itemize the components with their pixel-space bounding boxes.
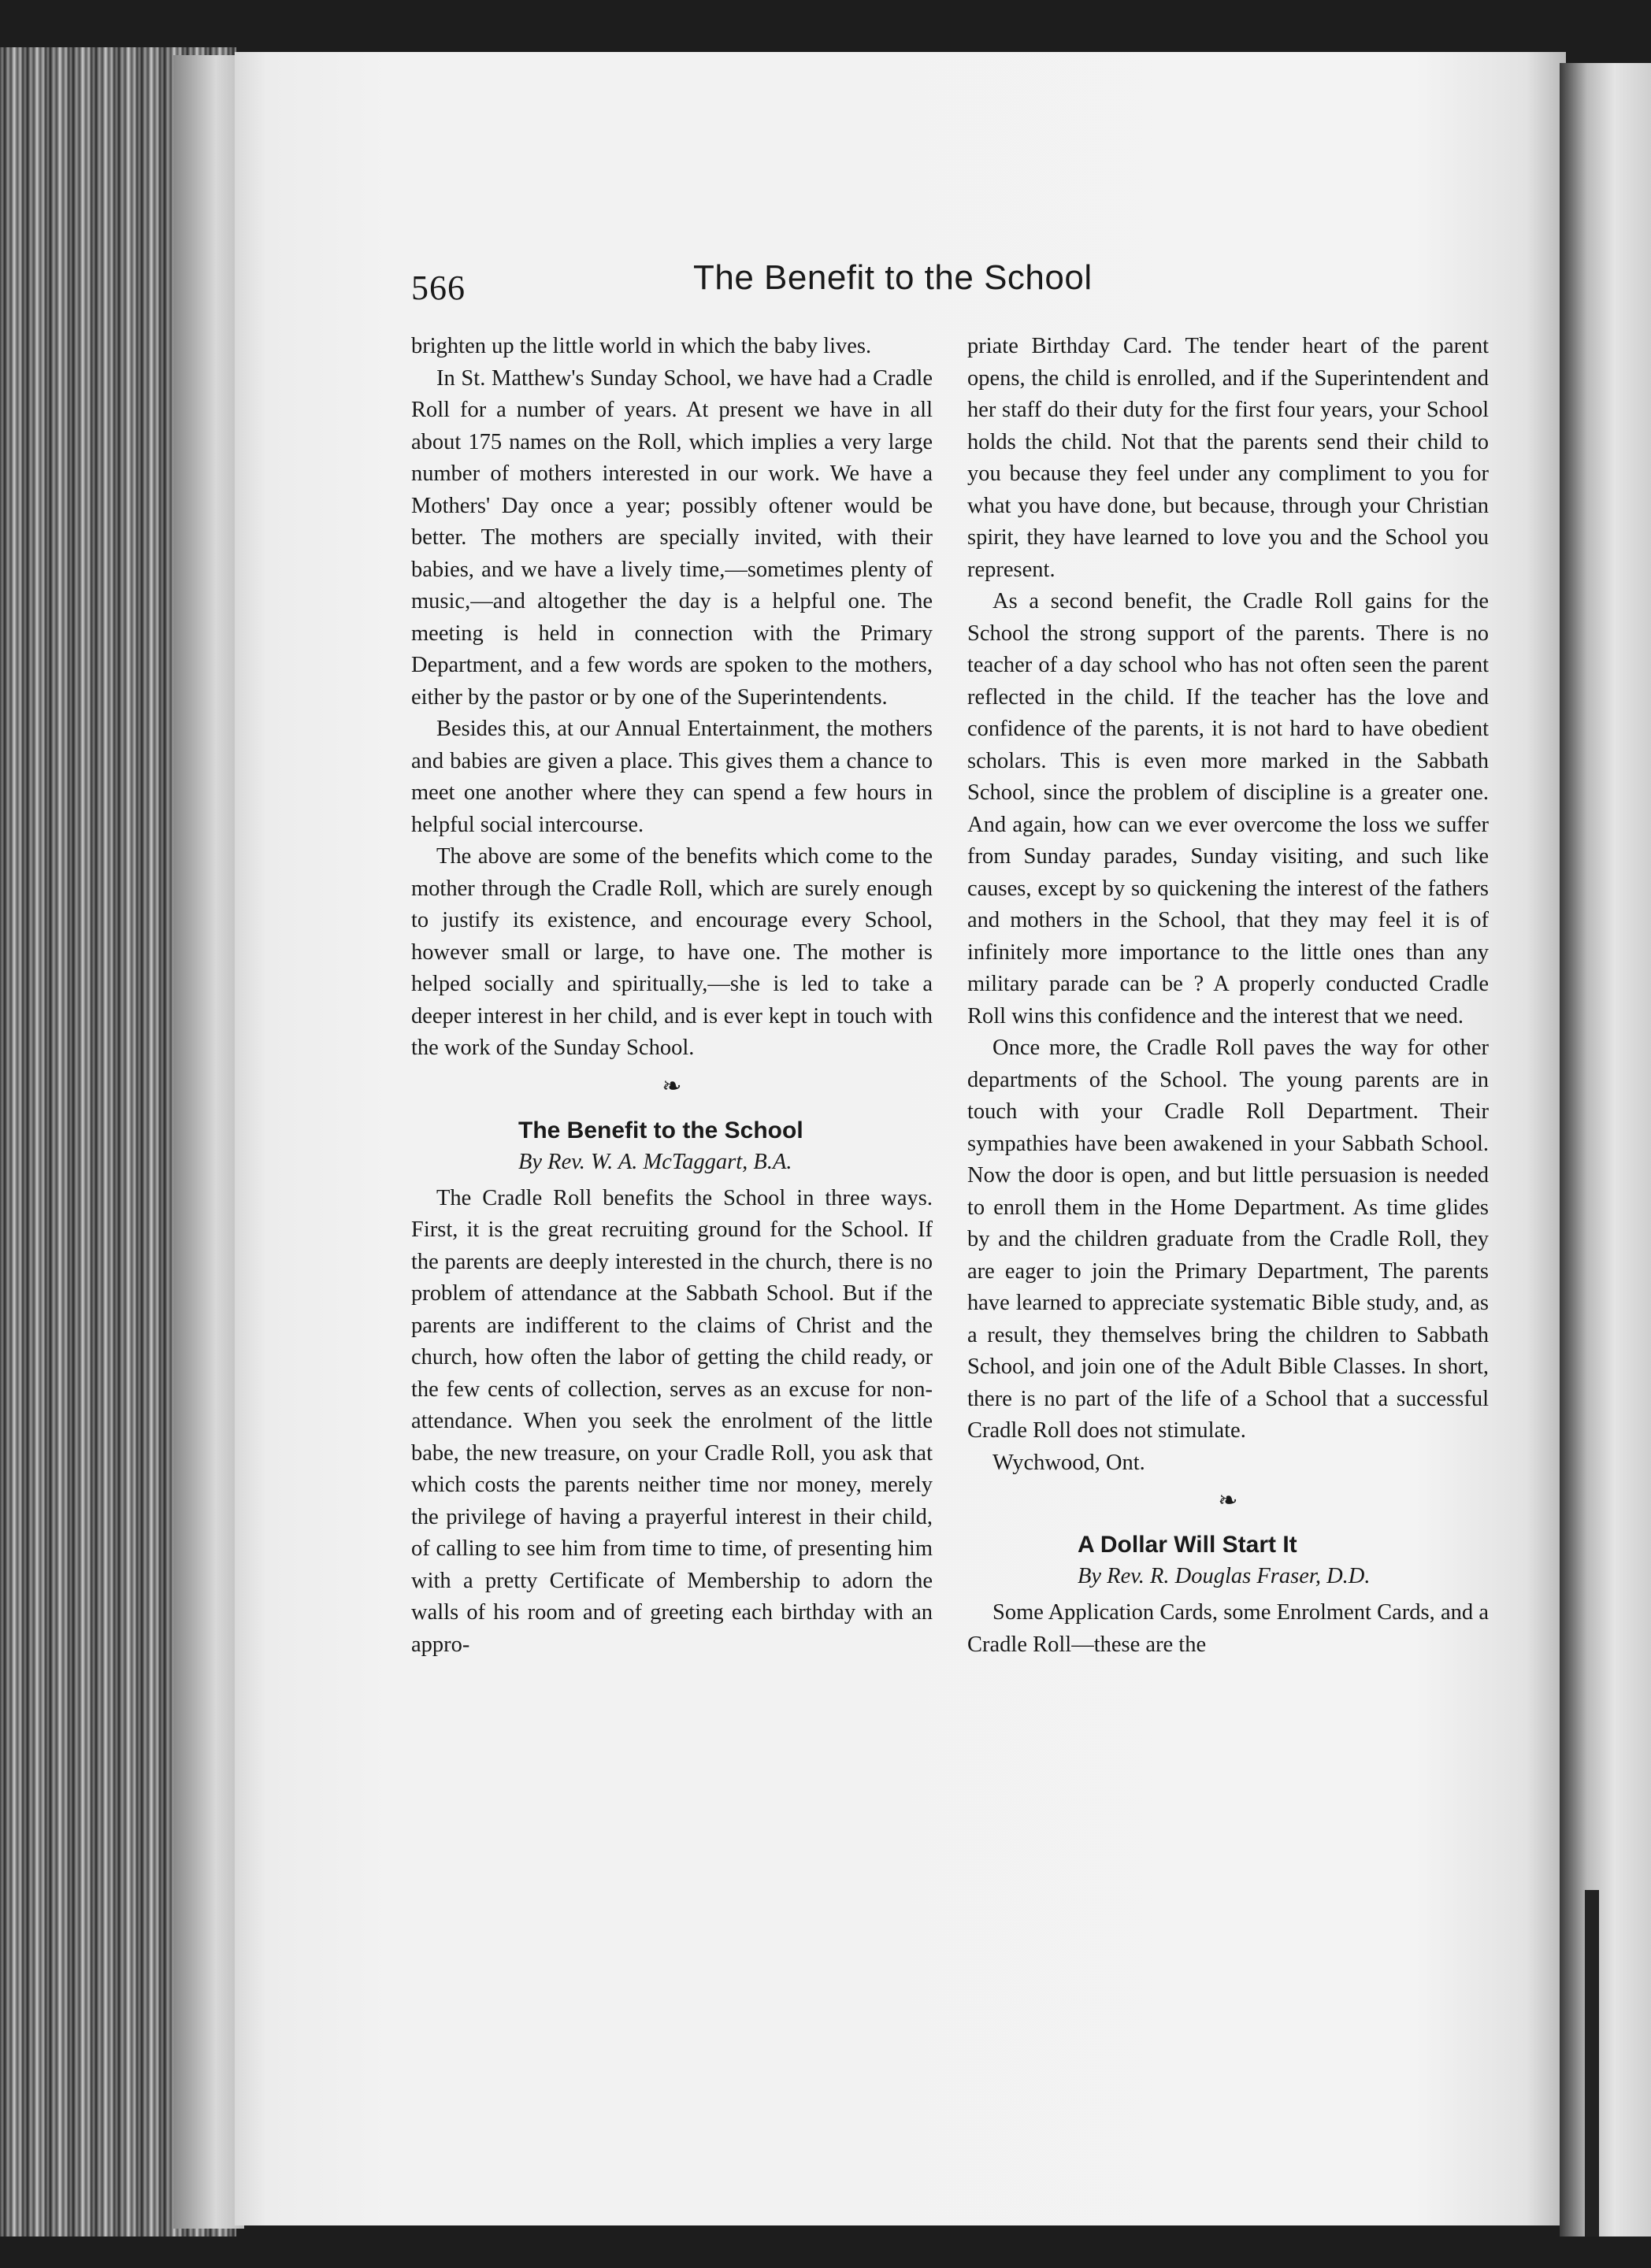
paragraph: Besides this, at our Annual Entertainment, the mothers and babies are given a place. This gives them a chance to meet one another where they can spend a few hours in helpful social intercourse. <box>411 717 933 837</box>
paragraph: In St. Matthew's Sunday School, we have had a Cradle Roll for a number of years. At present we have in all about 175 names on the Roll, which implies a very large number of mothers interested in our work. We have a Mothers' Day once a year; possibly oftener would be better. The mothers are specially invited, with their babies, and we have a lively time,—sometimes plenty of music,—and altogether the day is a helpful one. The meeting is held in connection with the Primary Department, and a few words are spoken to the mothers, either by the pastor or by one of the Superintendents. <box>411 365 933 710</box>
page-number: 566 <box>411 269 466 307</box>
paragraph: The Cradle Roll benefits the School in three ways. First, it is the great recruiting ground for the School. If the parents are deeply interested in the church, there is no problem of attendance at the Sabbath School. But if the parents are indifferent to the claims of Christ and the church, how often the labor of getting the child ready, or the few cents of collection, serves as an excuse for non-attendance. When you seek the enrolment of the little babe, the new treasure, on your Cradle Roll, you ask that which costs the parents neither time nor money, merely the privilege of having a prayerful interest in their child, of calling to see him from time to time, of presenting him with a pretty Certificate of Membership to adorn the walls of his room and of greeting each birthday with an appro- <box>411 1185 933 1657</box>
paragraph: Some Application Cards, some Enrolment Cards, and a Cradle Roll—these are the <box>967 1600 1489 1657</box>
byline: By Rev. R. Douglas Fraser, D.D. <box>1078 1564 1371 1588</box>
section-separator-ornament: ❧ <box>1218 1488 1238 1514</box>
running-head: The Benefit to the School <box>693 258 1093 297</box>
paragraph: The above are some of the benefits which come to the mother through the Cradle Roll, which are surely enough to justify its existence, and encourage every School, however small or large, to have one. The mother is helped socially and spiritually,—she is led to take a deeper interest in her child, and is ever kept in touch with the work of the Sunday School. <box>411 844 933 1060</box>
byline: By Rev. W. A. McTaggart, B.A. <box>518 1149 792 1174</box>
intro-paragraph: brighten up the little world in which the baby lives. <box>411 334 872 358</box>
left-column <box>411 331 933 1661</box>
paragraph: As a second benefit, the Cradle Roll gains for the School the strong support of the parents. There is no teacher of a day school who has not often seen the parent reflected in the child. If the teacher has the love and confidence of the parents, it is not hard to have obedient scholars. This is even more marked in the Sabbath School, since the problem of discipline is a greater one. And again, how can we ever overcome the loss we suffer from Sunday parades, Sunday visiting, and such like causes, except by so quickening the interest of the fathers and mothers in the School, that they may feel it is of infinitely more importance to the little ones than any military parade can be ? A properly conducted Cradle Roll wins this confidence and the interest that we need. <box>967 589 1489 1028</box>
right-column <box>967 331 1489 1661</box>
signoff: Wychwood, Ont. <box>992 1450 1145 1475</box>
section-title: A Dollar Will Start It <box>1078 1532 1297 1558</box>
section-separator-ornament: ❧ <box>662 1073 682 1099</box>
paragraph: Once more, the Cradle Roll paves the way for other departments of the School. The young parents are in touch with your Cradle Roll Department. Their sympathies have been awakened in your Sabbath School. Now the door is open, and but little persuasion is needed to enroll them in the Home Department. As time glides by and the children graduate from the Cradle Roll, they are eager to join the Primary Department, The parents have learned to appreciate systematic Bible study, and, as a result, they themselves bring the children to Sabbath School, and join one of the Adult Bible Classes. In short, there is no part of the life of a School that a successful Cradle Roll does not stimulate. <box>967 1036 1489 1443</box>
section-title: The Benefit to the School <box>518 1117 803 1143</box>
paragraph: priate Birthday Card. The tender heart of the parent opens, the child is enrolled, and if the Superintendent and her staff do their duty for the first four years, your School holds the child. Not that the parents send their child to you because they feel under any compliment to you for what you have done, but because, through your Christian spirit, they have learned to love you and the School you represent. <box>967 334 1489 582</box>
